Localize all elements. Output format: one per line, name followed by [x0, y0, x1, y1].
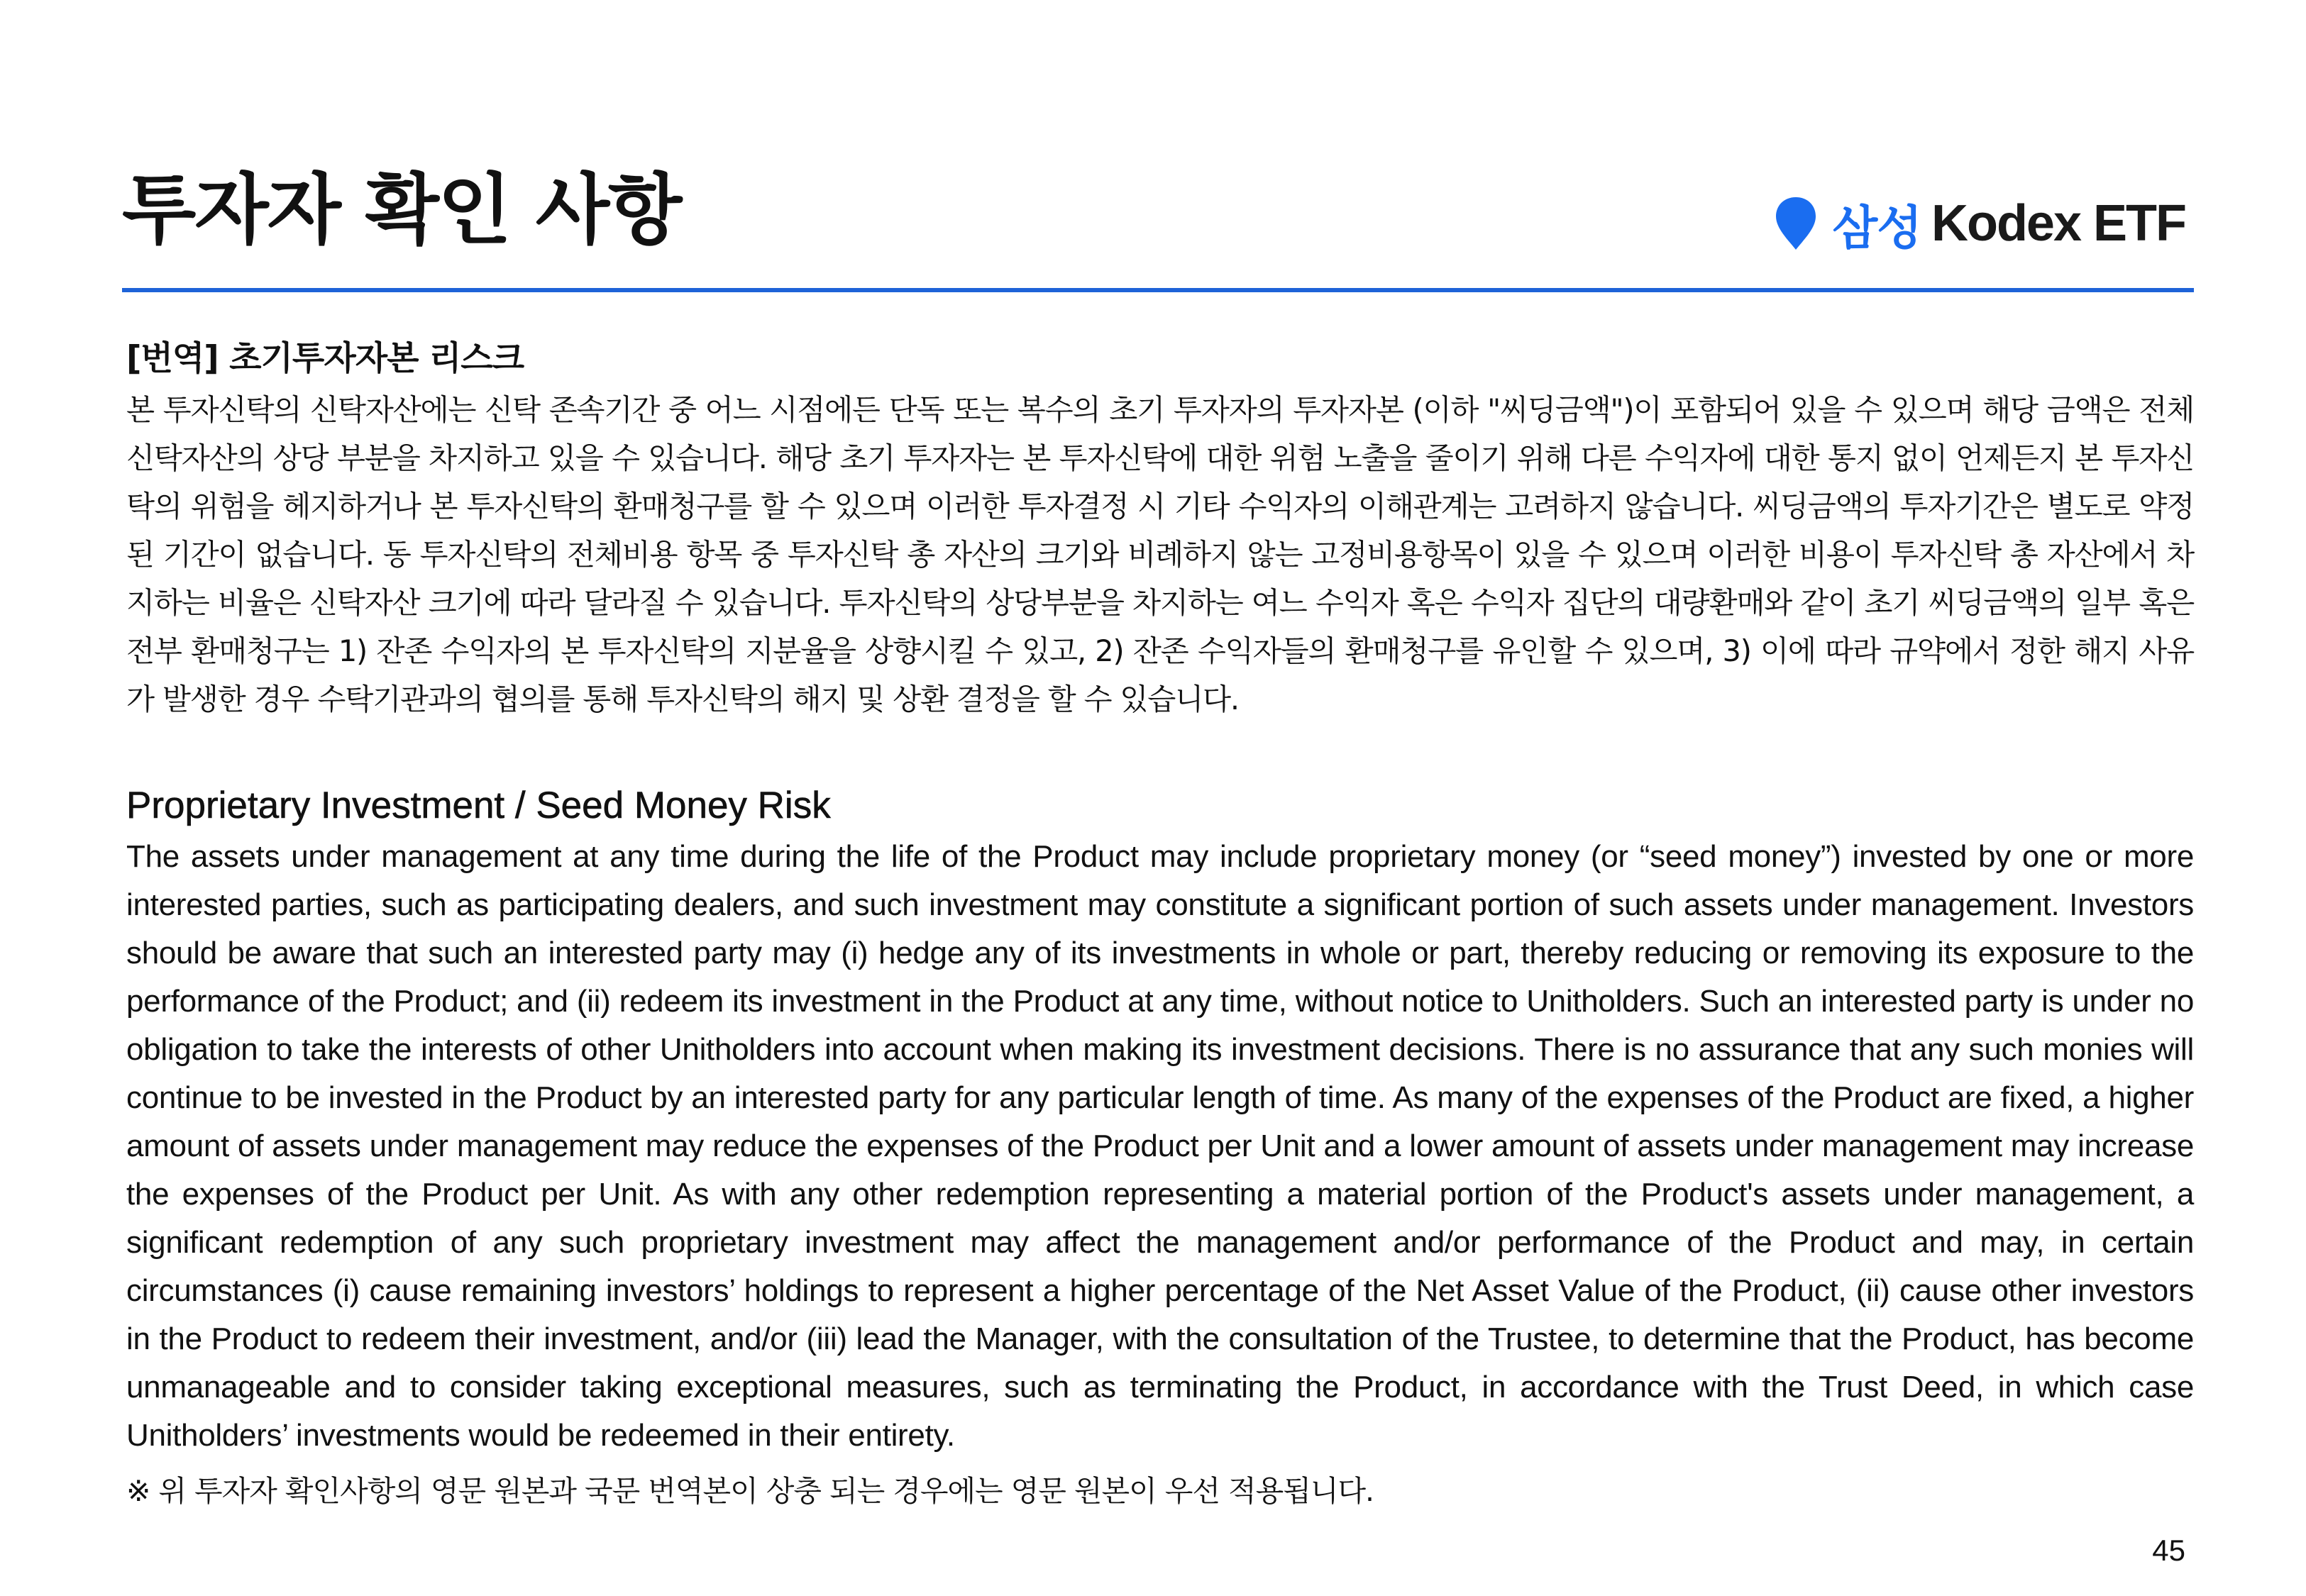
footnote: ※ 위 투자자 확인사항의 영문 원본과 국문 번역본이 상충 되는 경우에는 영문 원본이 우선 적용됩니다. [126, 1474, 1374, 1508]
page-title: 투자자 확인 사항 [122, 166, 681, 255]
page-number: 45 [2152, 1534, 2185, 1567]
korean-section [126, 333, 2194, 724]
korean-section-heading: [번역] 초기투자자본 리스크 [126, 339, 524, 378]
korean-section-body: 본 투자신탁의 신탁자산에는 신탁 존속기간 중 어느 시점에든 단독 또는 복수의 초기 투자자의 투자자본 (이하 "씨딩금액")이 포함되어 있을 수 있으며 해당 금액은 전체 신탁자산의 상당 부분을 차지하고 있을 수 있습니다. 해당 초기 투자자는 본 투자신탁에 대한 위험 노출을 줄이기 위해 다른 수익자에 대한 통지 없이 언제든지 본 투자신탁의 위험을 헤지하거나 본 투자신탁의 환매청구를 할 수 있으며 이러한 투자결정 시 기타 수익자의 이해관계는 고려하지 않습니다. 씨딩금액의 투자기간은 별도로 약정된 기간이 없습니다. 동 투자신탁의 전체비용 항목 중 투자신탁 총 자산의 크기와 비례하지 않는 고정비용항목이 있을 수 있으며 이러한 비용이 투자신탁 총 자산에서 차지하는 비율은 신탁자산 크기에 따라 달라질 수 있습니다. 투자신탁의 상당부분을 차지하는 여느 수익자 혹은 수익자 집단의 대량환매와 같이 초기 씨딩금액의 일부 혹은 전부 환매청구는 1) 잔존 수익자의 본 투자신탁의 지분율을 상향시킬 수 있고, 2) 잔존 수익자들의 환매청구를 유인할 수 있으며, 3) 이에 따라 규약에서 정한 해지 사유가 발생한 경우 수탁기관과의 협의를 통해 투자신탁의 해지 및 상환 결정을 할 수 있습니다. [126, 392, 2194, 716]
english-section-body: The assets under management at any time during the life of the Product may include proprietary money (or “seed money”) invested by one or more interested parties, such as participating dealers, and such investment may constitute a significant portion of such assets under management. Investors should be aware that such an interested party may (i) hedge any of its investments in whole or part, thereby reducing or removing its exposure to the performance of the Product; and (ii) redeem its investment in the Product at any time, without notice to Unitholders. Such an interested party is under no obligation to take the interests of other Unitholders into account when making its investment decisions. There is no assurance that any such monies will continue to be invested in the Product by an interested party for any particular length of time. As many of the expenses of the Product are fixed, a higher amount of assets under management may reduce the expenses of the Product per Unit and a lower amount of assets under management may increase the expenses of the Product per Unit. As with any other redemption representing a material portion of the Product's assets under management, a significant redemption of any such proprietary investment may affect the management and/or performance of the Product and may, in certain circumstances (i) cause remaining investors’ holdings to represent a higher percentage of the Net Asset Value of the Product, (ii) cause other investors in the Product to redeem their investment, and/or (iii) lead the Manager, with the consultation of the Trustee, to determine that the Product, has become unmanageable and to consider taking exceptional measures, such as terminating the Product, in accordance with the Trust Deed, in which case Unitholders’ investments would be redeemed in their entirety. [126, 839, 2194, 1453]
title-divider [122, 288, 2194, 292]
english-section-heading: Proprietary Investment / Seed Money Risk [126, 785, 831, 826]
brand-logo [1774, 192, 2185, 255]
english-section [126, 780, 2194, 1460]
map-pin-icon [1774, 196, 1818, 251]
brand-name-korean: 삼성 [1832, 200, 1921, 255]
brand-name-english: Kodex ETF [1931, 195, 2185, 252]
